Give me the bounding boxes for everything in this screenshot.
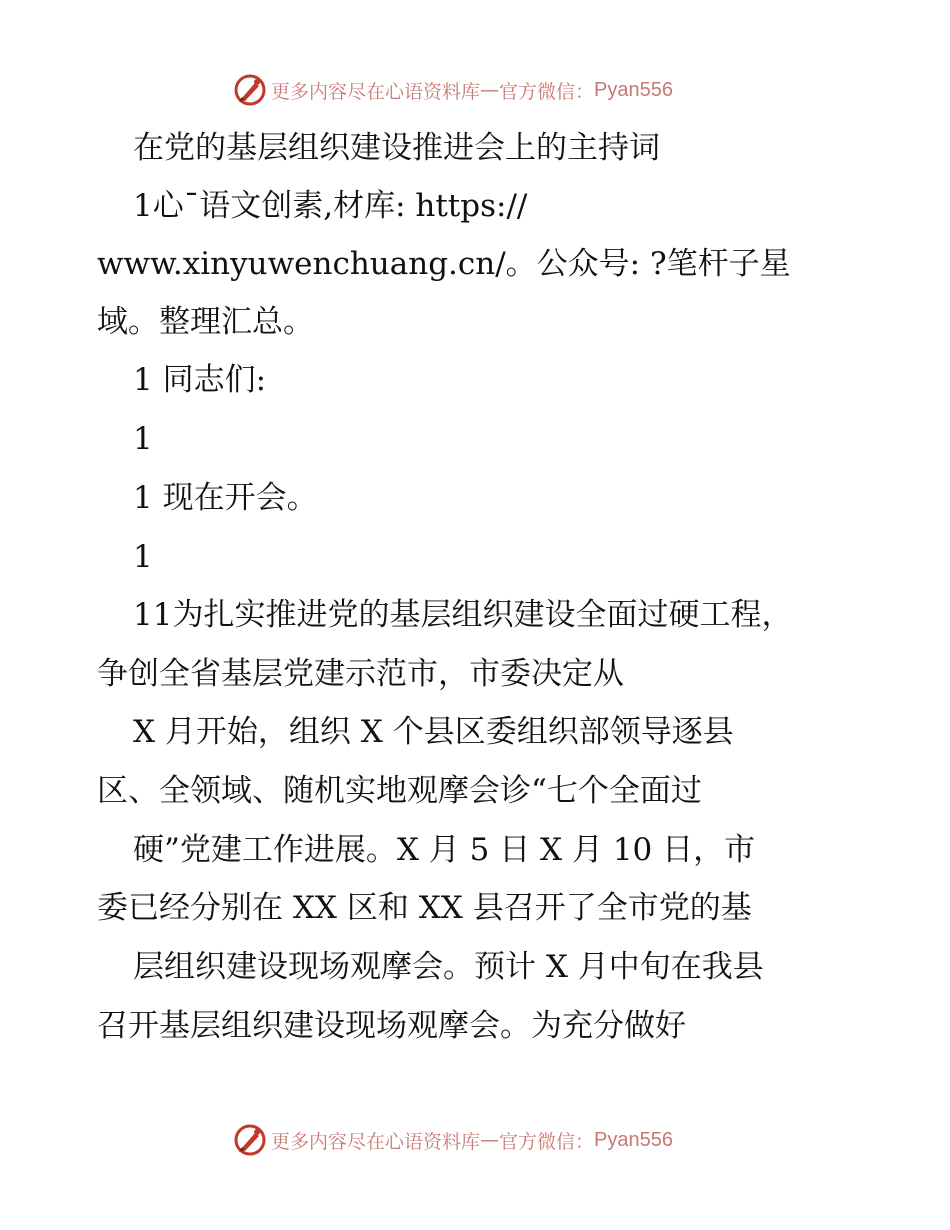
watermark-banner-top — [233, 72, 673, 108]
document-line: 委已经分别在 XX 区和 XX 县召开了全市党的基 — [97, 890, 752, 926]
document-line: 硬”党建工作进展。X 月 5 日 X 月 10 日，市 — [133, 832, 756, 868]
document-title: 在党的基层组织建设推进会上的主持词 — [133, 130, 660, 166]
document-line: 争创全省基层党建示范市，市委决定从 — [97, 656, 624, 692]
document-line: 1 — [133, 421, 153, 457]
document-line: 区、全领域、随机实地观摩会诊“七个全面过 — [97, 773, 702, 809]
document-line: www.xinyuwenchuang.cn/。公众号: ?笔杆子星 — [97, 246, 791, 282]
document-line: 域。整理汇总。 — [97, 304, 314, 340]
document-line: X 月开始，组织 X 个县区委组织部领导逐县 — [133, 714, 734, 750]
pen-logo-icon — [233, 1123, 267, 1157]
watermark-wechat-id: Pyan556 — [594, 78, 673, 101]
watermark-text: 更多内容尽在心语资料库 — [271, 1130, 481, 1153]
document-line: 11为扎实推进党的基层组织建设全面过硬工程， — [133, 597, 793, 633]
pen-logo-icon — [233, 73, 267, 107]
document-line: 1 同志们: — [133, 362, 267, 398]
document-line: 层组织建设现场观摩会。预计 X 月中旬在我县 — [133, 949, 764, 985]
watermark-label: 官方微信： — [499, 80, 595, 103]
watermark-wechat-id: Pyan556 — [594, 1128, 673, 1151]
document-line: 召开基层组织建设现场观摩会。为充分做好 — [97, 1008, 686, 1044]
document-line: 1 现在开会。 — [133, 480, 318, 516]
watermark-label: 官方微信： — [499, 1130, 595, 1153]
watermark-text: 更多内容尽在心语资料库 — [271, 80, 481, 103]
watermark-separator: — — [480, 1129, 500, 1151]
document-line: 1心¯语文创素,材库: https:// — [133, 188, 528, 224]
watermark-separator: — — [480, 79, 500, 101]
document-line: 1 — [133, 539, 153, 575]
watermark-banner-bottom — [233, 1122, 673, 1158]
